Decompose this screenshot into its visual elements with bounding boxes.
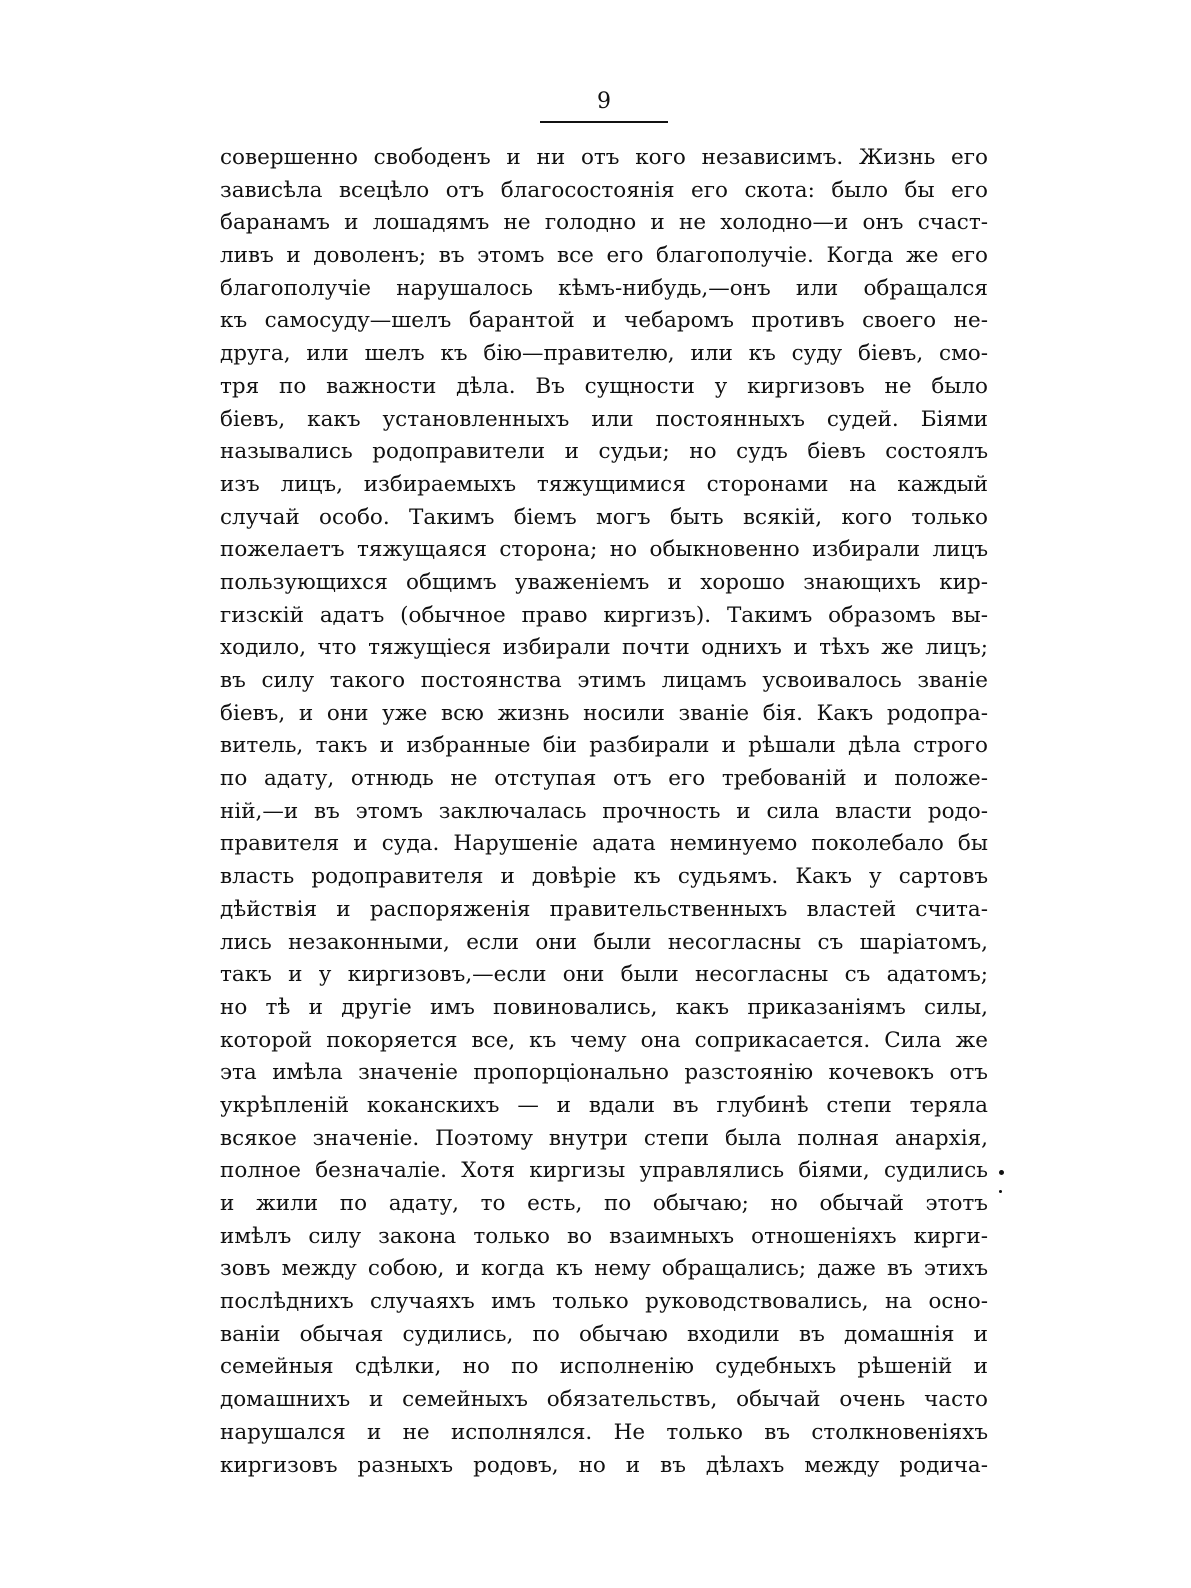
- text-line: но тѣ и другіе имъ повиновались, какъ приказаніямъ силы,: [220, 994, 988, 1020]
- text-line: послѣднихъ случаяхъ имъ только руководствовались, на осно-: [220, 1289, 988, 1315]
- text-line: ній,—и въ этомъ заключалась прочность и сила власти родо-: [220, 798, 988, 824]
- text-line: гизскій адатъ (обычное право киргизъ). Такимъ образомъ вы-: [220, 602, 988, 628]
- text-line: случай особо. Такимъ біемъ могъ быть всякій, кого только: [220, 504, 988, 530]
- text-line: ваніи обычая судились, по обычаю входили въ домашнія и: [220, 1321, 988, 1347]
- text-line: всякое значеніе. Поэтому внутри степи была полная анархія,: [220, 1125, 988, 1151]
- text-line: баранамъ и лошадямъ не голодно и не холодно—и онъ счаст-: [220, 210, 988, 236]
- text-line: благополучіе нарушалось кѣмъ-нибудь,—онъ или обращался: [220, 275, 988, 301]
- text-line: такъ и у киргизовъ,—если они были несогласны съ адатомъ;: [220, 962, 988, 988]
- text-line: власть родоправителя и довѣріе къ судьямъ. Какъ у сартовъ: [220, 864, 988, 890]
- text-line: дѣйствія и распоряженія правительственныхъ властей счита-: [220, 896, 988, 922]
- ink-speck: [999, 1190, 1002, 1193]
- text-line: къ самосуду—шелъ барантой и чебаромъ противъ своего не-: [220, 308, 988, 334]
- text-line: полное безначаліе. Хотя киргизы управлялись біями, судились: [220, 1158, 988, 1184]
- text-line: біевъ, какъ установленныхъ или постоянныхъ судей. Біями: [220, 406, 988, 432]
- ink-speck: [999, 1170, 1004, 1175]
- text-line: имѣлъ силу закона только во взаимныхъ отношеніяхъ кирги-: [220, 1223, 988, 1249]
- header-rule: [540, 121, 668, 123]
- text-line: въ силу такого постоянства этимъ лицамъ усвоивалось званіе: [220, 668, 988, 693]
- text-line: киргизовъ разныхъ родовъ, но и въ дѣлахъ между родича-: [220, 1452, 988, 1478]
- text-line: изъ лицъ, избираемыхъ тяжущимися сторонами на каждый: [220, 471, 988, 497]
- text-line: пожелаетъ тяжущаяся сторона; но обыкновенно избирали лицъ: [220, 537, 988, 563]
- text-line: біевъ, и они уже всю жизнь носили званіе бія. Какъ родопра-: [220, 700, 988, 726]
- text-line: зовъ между собою, и когда къ нему обращались; даже въ этихъ: [220, 1256, 988, 1282]
- text-line: укрѣпленій коканскихъ — и вдали въ глубинѣ степи теряла: [220, 1092, 988, 1118]
- text-line: ливъ и доволенъ; въ этомъ все его благополучіе. Когда же его: [220, 243, 988, 269]
- text-line: назывались родоправители и судьи; но судъ біевъ состоялъ: [220, 439, 988, 465]
- text-line: которой покоряется все, къ чему она соприкасается. Сила же: [220, 1027, 988, 1053]
- text-line: правителя и суда. Нарушеніе адата неминуемо поколебало бы: [220, 831, 988, 857]
- text-line: витель, такъ и избранные біи разбирали и рѣшали дѣла строго: [220, 733, 988, 759]
- text-line: лись незаконными, если они были несогласны съ шаріатомъ,: [220, 929, 988, 955]
- text-line: зависѣла всецѣло отъ благосостоянія его скота: было бы его: [220, 177, 988, 203]
- body-text: [220, 142, 988, 1482]
- text-line: ходило, что тяжущіеся избирали почти однихъ и тѣхъ же лицъ;: [220, 635, 988, 661]
- text-line: семейныя сдѣлки, но по исполненію судебныхъ рѣшеній и: [220, 1354, 988, 1380]
- text-line: тря по важности дѣла. Въ сущности у киргизовъ не было: [220, 373, 988, 399]
- text-line: по адату, отнюдь не отступая отъ его требованій и положе-: [220, 766, 988, 792]
- text-line: домашнихъ и семейныхъ обязательствъ, обычай очень часто: [220, 1387, 988, 1413]
- text-line: нарушался и не исполнялся. Не только въ столкновеніяхъ: [220, 1419, 988, 1445]
- text-line: совершенно свободенъ и ни отъ кого независимъ. Жизнь его: [220, 145, 988, 170]
- text-line: и жили по адату, то есть, по обычаю; но обычай этотъ: [220, 1191, 988, 1216]
- page-number: 9: [597, 89, 611, 114]
- text-line: пользующихся общимъ уваженіемъ и хорошо знающихъ кир-: [220, 569, 988, 595]
- text-line: друга, или шелъ къ бію—правителю, или къ суду біевъ, смо-: [220, 341, 988, 367]
- text-line: эта имѣла значеніе пропорціонально разстоянію кочевокъ отъ: [220, 1060, 988, 1086]
